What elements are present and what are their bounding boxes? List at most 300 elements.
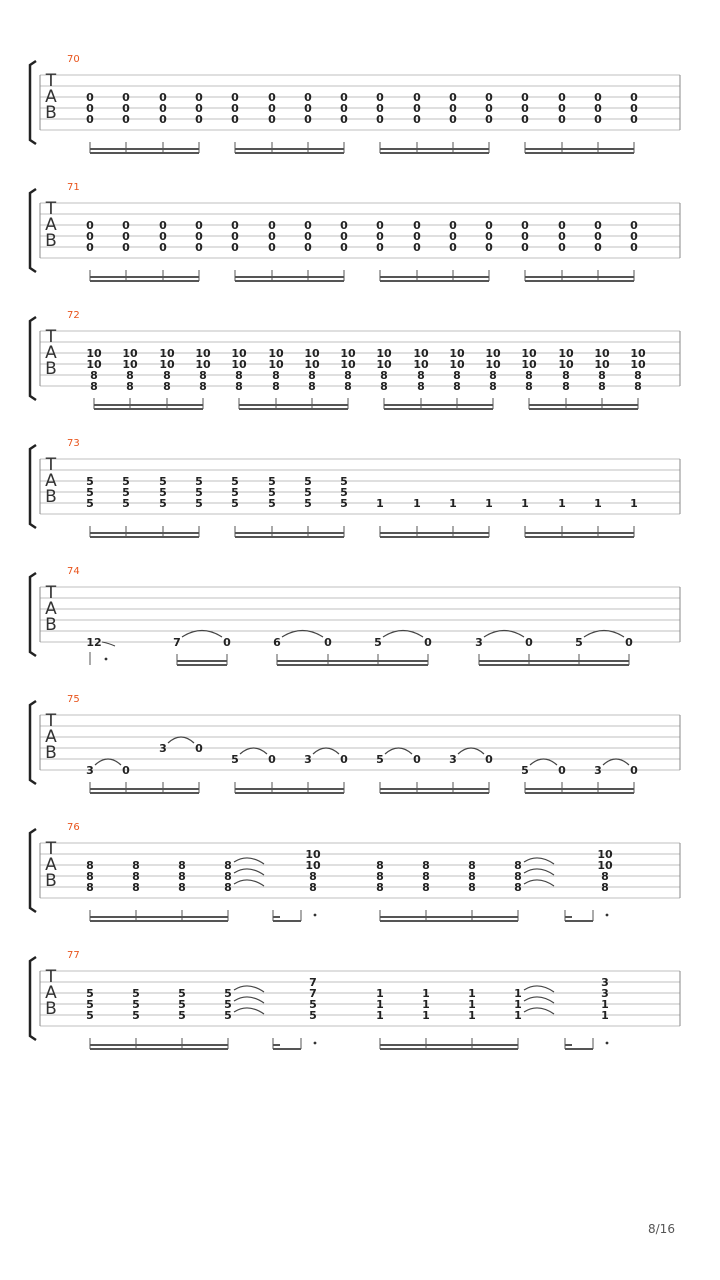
fret-number: 0 <box>340 219 348 232</box>
fret-number: 1 <box>594 497 602 510</box>
fret-number: 8 <box>514 870 522 883</box>
tab-letter-b: B <box>45 103 57 123</box>
tie <box>240 748 267 754</box>
tab-letter-t: T <box>45 583 57 603</box>
fret-number: 0 <box>376 113 384 126</box>
staff-bracket <box>30 189 36 272</box>
fret-number: 8 <box>272 380 280 393</box>
fret-number: 7 <box>309 976 317 989</box>
fret-number: 0 <box>268 230 276 243</box>
fret-number: 0 <box>376 241 384 254</box>
staff-system <box>30 438 680 537</box>
fret-number: 8 <box>178 859 186 872</box>
fret-number: 8 <box>309 881 317 894</box>
tab-letter-t: T <box>45 711 57 731</box>
tie <box>524 986 554 992</box>
fret-number: 0 <box>558 91 566 104</box>
fret-number: 0 <box>413 102 421 115</box>
fret-number: 8 <box>90 380 98 393</box>
fret-number: 8 <box>86 881 94 894</box>
fret-number: 8 <box>235 369 243 382</box>
fret-number: 0 <box>86 241 94 254</box>
staff-bracket <box>30 701 36 784</box>
fret-number: 8 <box>489 380 497 393</box>
tie <box>234 858 264 864</box>
fret-number: 5 <box>340 486 348 499</box>
fret-number: 3 <box>601 976 609 989</box>
fret-number: 8 <box>132 859 140 872</box>
measure-number: 71 <box>67 182 80 193</box>
fret-number: 8 <box>422 870 430 883</box>
tab-letter-a: A <box>45 87 57 107</box>
fret-number: 8 <box>514 859 522 872</box>
fret-number: 0 <box>413 230 421 243</box>
fret-number: 1 <box>601 998 609 1011</box>
fret-number: 8 <box>163 369 171 382</box>
fret-number: 10 <box>340 347 356 360</box>
fret-number: 6 <box>273 636 281 649</box>
fret-number: 5 <box>224 987 232 1000</box>
fret-number: 10 <box>449 347 465 360</box>
fret-number: 0 <box>268 113 276 126</box>
fret-number: 8 <box>90 369 98 382</box>
fret-number: 0 <box>340 113 348 126</box>
fret-number: 5 <box>231 486 239 499</box>
fret-number: 10 <box>231 347 247 360</box>
tie <box>234 997 264 1003</box>
fret-number: 1 <box>422 987 430 1000</box>
tab-letter-b: B <box>45 999 57 1019</box>
slide <box>102 642 115 646</box>
tab-letter-t: T <box>45 71 57 91</box>
tie <box>234 1008 264 1014</box>
tab-letter-a: A <box>45 727 57 747</box>
fret-number: 8 <box>453 369 461 382</box>
fret-number: 8 <box>224 881 232 894</box>
fret-number: 1 <box>514 987 522 1000</box>
fret-number: 10 <box>630 358 646 371</box>
fret-number: 5 <box>268 486 276 499</box>
fret-number: 1 <box>376 998 384 1011</box>
fret-number: 0 <box>268 102 276 115</box>
fret-number: 8 <box>126 380 134 393</box>
tab-letter-t: T <box>45 455 57 475</box>
fret-number: 8 <box>344 369 352 382</box>
fret-number: 0 <box>159 219 167 232</box>
fret-number: 0 <box>485 241 493 254</box>
fret-number: 3 <box>86 764 94 777</box>
fret-number: 10 <box>521 347 537 360</box>
staff-bracket <box>30 829 36 912</box>
fret-number: 0 <box>340 241 348 254</box>
fret-number: 0 <box>231 230 239 243</box>
fret-number: 0 <box>594 102 602 115</box>
fret-number: 0 <box>625 636 633 649</box>
tie <box>313 748 339 754</box>
fret-number: 0 <box>521 102 529 115</box>
fret-number: 0 <box>195 102 203 115</box>
fret-number: 8 <box>86 870 94 883</box>
measure-number: 74 <box>67 566 80 577</box>
fret-number: 1 <box>468 987 476 1000</box>
fret-number: 5 <box>122 497 130 510</box>
fret-number: 10 <box>558 347 574 360</box>
fret-number: 10 <box>376 358 392 371</box>
measure-number: 70 <box>67 54 80 65</box>
fret-number: 0 <box>231 102 239 115</box>
fret-number: 10 <box>305 859 321 872</box>
fret-number: 0 <box>521 91 529 104</box>
fret-number: 0 <box>521 113 529 126</box>
fret-number: 1 <box>422 1009 430 1022</box>
fret-number: 0 <box>485 113 493 126</box>
fret-number: 1 <box>485 497 493 510</box>
fret-number: 0 <box>86 219 94 232</box>
tie <box>524 869 554 875</box>
fret-number: 10 <box>594 347 610 360</box>
fret-number: 0 <box>376 219 384 232</box>
fret-number: 0 <box>231 219 239 232</box>
fret-number: 10 <box>305 848 321 861</box>
fret-number: 5 <box>376 753 384 766</box>
fret-number: 5 <box>304 497 312 510</box>
fret-number: 0 <box>223 636 231 649</box>
fret-number: 8 <box>417 380 425 393</box>
fret-number: 5 <box>521 764 529 777</box>
fret-number: 8 <box>308 380 316 393</box>
measure-number: 75 <box>67 694 80 705</box>
fret-number: 8 <box>422 881 430 894</box>
fret-number: 0 <box>159 91 167 104</box>
tie <box>524 1008 554 1014</box>
fret-number: 0 <box>304 241 312 254</box>
staff-system <box>30 950 680 1049</box>
fret-number: 8 <box>380 380 388 393</box>
fret-number: 0 <box>268 241 276 254</box>
fret-number: 1 <box>514 1009 522 1022</box>
fret-number: 10 <box>597 848 613 861</box>
tab-letter-t: T <box>45 967 57 987</box>
fret-number: 10 <box>413 358 429 371</box>
tab-letter-b: B <box>45 359 57 379</box>
fret-number: 8 <box>309 870 317 883</box>
fret-number: 5 <box>268 475 276 488</box>
fret-number: 0 <box>485 102 493 115</box>
fret-number: 0 <box>413 241 421 254</box>
fret-number: 10 <box>485 347 501 360</box>
fret-number: 5 <box>340 497 348 510</box>
fret-number: 0 <box>195 219 203 232</box>
fret-number: 5 <box>231 475 239 488</box>
fret-number: 3 <box>159 742 167 755</box>
fret-number: 8 <box>178 870 186 883</box>
fret-number: 0 <box>86 102 94 115</box>
fret-number: 5 <box>231 497 239 510</box>
staff-bracket <box>30 445 36 528</box>
tab-letter-b: B <box>45 871 57 891</box>
fret-number: 0 <box>268 91 276 104</box>
fret-number: 0 <box>521 241 529 254</box>
fret-number: 10 <box>594 358 610 371</box>
fret-number: 0 <box>630 91 638 104</box>
fret-number: 0 <box>231 91 239 104</box>
measure-number: 73 <box>67 438 80 449</box>
fret-number: 0 <box>413 113 421 126</box>
fret-number: 0 <box>122 764 130 777</box>
dot <box>105 658 108 661</box>
fret-number: 8 <box>489 369 497 382</box>
staff-system <box>30 182 680 281</box>
fret-number: 0 <box>558 219 566 232</box>
tab-letter-t: T <box>45 839 57 859</box>
fret-number: 0 <box>521 230 529 243</box>
fret-number: 8 <box>634 380 642 393</box>
fret-number: 1 <box>468 1009 476 1022</box>
fret-number: 0 <box>413 753 421 766</box>
fret-number: 8 <box>235 380 243 393</box>
fret-number: 0 <box>485 91 493 104</box>
dot <box>606 1042 609 1045</box>
fret-number: 8 <box>224 870 232 883</box>
fret-number: 10 <box>597 859 613 872</box>
fret-number: 0 <box>558 241 566 254</box>
fret-number: 0 <box>304 102 312 115</box>
measure-number: 76 <box>67 822 80 833</box>
fret-number: 0 <box>340 102 348 115</box>
tab-letter-b: B <box>45 487 57 507</box>
tab-letter-b: B <box>45 615 57 635</box>
fret-number: 10 <box>304 347 320 360</box>
fret-number: 8 <box>468 859 476 872</box>
fret-number: 0 <box>304 113 312 126</box>
fret-number: 8 <box>562 380 570 393</box>
tie <box>234 880 264 886</box>
fret-number: 0 <box>449 241 457 254</box>
tie <box>385 748 412 754</box>
fret-number: 0 <box>424 636 432 649</box>
fret-number: 12 <box>86 636 102 649</box>
fret-number: 8 <box>178 881 186 894</box>
fret-number: 5 <box>195 475 203 488</box>
dot <box>606 914 609 917</box>
fret-number: 10 <box>413 347 429 360</box>
fret-number: 0 <box>304 91 312 104</box>
fret-number: 0 <box>304 219 312 232</box>
fret-number: 8 <box>132 870 140 883</box>
fret-number: 0 <box>340 91 348 104</box>
fret-number: 8 <box>468 870 476 883</box>
tab-letter-a: A <box>45 343 57 363</box>
fret-number: 0 <box>195 91 203 104</box>
fret-number: 10 <box>195 347 211 360</box>
staff-system <box>30 694 680 793</box>
fret-number: 1 <box>558 497 566 510</box>
fret-number: 0 <box>159 241 167 254</box>
fret-number: 10 <box>449 358 465 371</box>
fret-number: 5 <box>268 497 276 510</box>
fret-number: 10 <box>376 347 392 360</box>
fret-number: 3 <box>594 764 602 777</box>
staff-bracket <box>30 573 36 656</box>
staff-bracket <box>30 957 36 1040</box>
fret-number: 0 <box>630 102 638 115</box>
fret-number: 0 <box>449 230 457 243</box>
fret-number: 10 <box>159 358 175 371</box>
staff-system <box>30 822 680 921</box>
fret-number: 10 <box>122 358 138 371</box>
fret-number: 0 <box>413 219 421 232</box>
fret-number: 10 <box>521 358 537 371</box>
fret-number: 5 <box>304 486 312 499</box>
fret-number: 5 <box>122 486 130 499</box>
fret-number: 5 <box>195 486 203 499</box>
fret-number: 8 <box>525 380 533 393</box>
tie <box>95 759 121 765</box>
fret-number: 0 <box>231 241 239 254</box>
fret-number: 0 <box>630 219 638 232</box>
fret-number: 8 <box>163 380 171 393</box>
fret-number: 8 <box>86 859 94 872</box>
staff-system <box>30 54 680 153</box>
fret-number: 1 <box>468 998 476 1011</box>
fret-number: 0 <box>594 241 602 254</box>
fret-number: 8 <box>601 881 609 894</box>
fret-number: 5 <box>178 987 186 1000</box>
fret-number: 0 <box>449 219 457 232</box>
fret-number: 5 <box>178 1009 186 1022</box>
fret-number: 1 <box>449 497 457 510</box>
measure-number: 77 <box>67 950 80 961</box>
fret-number: 5 <box>340 475 348 488</box>
fret-number: 0 <box>558 113 566 126</box>
fret-number: 10 <box>231 358 247 371</box>
fret-number: 0 <box>630 764 638 777</box>
tie <box>234 869 264 875</box>
fret-number: 0 <box>558 102 566 115</box>
fret-number: 1 <box>413 497 421 510</box>
fret-number: 0 <box>449 102 457 115</box>
fret-number: 5 <box>575 636 583 649</box>
fret-number: 5 <box>224 998 232 1011</box>
fret-number: 5 <box>86 497 94 510</box>
fret-number: 8 <box>199 380 207 393</box>
fret-number: 8 <box>514 881 522 894</box>
fret-number: 8 <box>376 859 384 872</box>
tab-letter-b: B <box>45 231 57 251</box>
fret-number: 1 <box>376 1009 384 1022</box>
fret-number: 7 <box>309 987 317 1000</box>
fret-number: 8 <box>453 380 461 393</box>
fret-number: 8 <box>598 380 606 393</box>
fret-number: 7 <box>173 636 181 649</box>
fret-number: 0 <box>594 230 602 243</box>
fret-number: 1 <box>376 497 384 510</box>
fret-number: 8 <box>344 380 352 393</box>
fret-number: 0 <box>86 113 94 126</box>
fret-number: 0 <box>122 230 130 243</box>
fret-number: 0 <box>159 230 167 243</box>
tab-letter-t: T <box>45 327 57 347</box>
page-number: 8/16 <box>648 1222 675 1236</box>
fret-number: 8 <box>199 369 207 382</box>
fret-number: 8 <box>422 859 430 872</box>
fret-number: 1 <box>521 497 529 510</box>
fret-number: 0 <box>630 113 638 126</box>
fret-number: 5 <box>132 987 140 1000</box>
tie <box>524 880 554 886</box>
dot <box>314 914 317 917</box>
fret-number: 1 <box>376 987 384 1000</box>
fret-number: 0 <box>340 753 348 766</box>
fret-number: 10 <box>630 347 646 360</box>
fret-number: 8 <box>525 369 533 382</box>
fret-number: 0 <box>485 230 493 243</box>
fret-number: 0 <box>304 230 312 243</box>
fret-number: 0 <box>376 230 384 243</box>
fret-number: 0 <box>195 241 203 254</box>
fret-number: 0 <box>413 91 421 104</box>
fret-number: 10 <box>159 347 175 360</box>
fret-number: 8 <box>126 369 134 382</box>
tab-letter-a: A <box>45 215 57 235</box>
fret-number: 1 <box>514 998 522 1011</box>
fret-number: 10 <box>558 358 574 371</box>
tab-letter-t: T <box>45 199 57 219</box>
fret-number: 8 <box>376 870 384 883</box>
fret-number: 0 <box>195 230 203 243</box>
fret-number: 5 <box>132 998 140 1011</box>
fret-number: 8 <box>601 870 609 883</box>
fret-number: 0 <box>122 241 130 254</box>
fret-number: 0 <box>525 636 533 649</box>
fret-number: 5 <box>304 475 312 488</box>
tab-letter-b: B <box>45 743 57 763</box>
fret-number: 0 <box>594 219 602 232</box>
fret-number: 0 <box>268 753 276 766</box>
tie <box>603 759 629 765</box>
fret-number: 0 <box>630 241 638 254</box>
fret-number: 0 <box>159 102 167 115</box>
fret-number: 0 <box>268 219 276 232</box>
fret-number: 0 <box>340 230 348 243</box>
fret-number: 10 <box>86 358 102 371</box>
tab-letter-a: A <box>45 599 57 619</box>
measure-number: 72 <box>67 310 80 321</box>
fret-number: 0 <box>122 102 130 115</box>
fret-number: 3 <box>601 987 609 1000</box>
fret-number: 0 <box>594 91 602 104</box>
tie <box>530 759 557 765</box>
fret-number: 3 <box>475 636 483 649</box>
fret-number: 10 <box>86 347 102 360</box>
fret-number: 8 <box>417 369 425 382</box>
fret-number: 5 <box>159 475 167 488</box>
fret-number: 5 <box>231 753 239 766</box>
fret-number: 8 <box>224 859 232 872</box>
fret-number: 10 <box>304 358 320 371</box>
fret-number: 0 <box>558 764 566 777</box>
fret-number: 0 <box>485 753 493 766</box>
fret-number: 1 <box>630 497 638 510</box>
fret-number: 5 <box>122 475 130 488</box>
fret-number: 0 <box>86 230 94 243</box>
staff-system <box>30 566 680 665</box>
tie <box>168 737 194 743</box>
fret-number: 0 <box>122 219 130 232</box>
fret-number: 0 <box>558 230 566 243</box>
fret-number: 10 <box>268 358 284 371</box>
fret-number: 0 <box>195 742 203 755</box>
